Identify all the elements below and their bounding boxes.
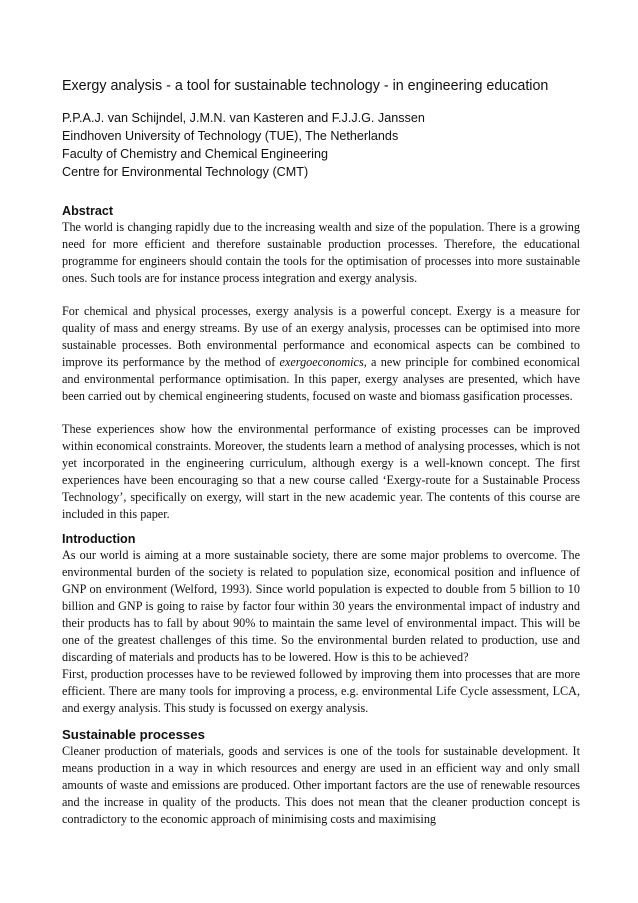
abstract-section <box>62 203 580 523</box>
author-block <box>62 109 425 181</box>
abstract-paragraph-1: The world is changing rapidly due to the increasing wealth and size of the population. There is a growing need for more efficient and therefore sustainable production processes. Therefore, the educational programme for engineers should contain the tools for the optimisation of processes into more sustainable ones. Such tools are for instance process integration and exergy analysis. <box>62 220 580 285</box>
introduction-section <box>62 531 580 717</box>
abstract-paragraph-2-end: , a new principle for combined economical and environmental performance optimisation. In this paper, exergy analyses are presented, which have been carried out by chemical engineering students, focused on waste and biomass gasification processes. <box>62 355 580 403</box>
author-university: Eindhoven University of Technology (TUE), The Netherlands <box>62 129 399 143</box>
abstract-paragraph-2-start: For chemical and physical processes, exergy analysis is a powerful concept. Exergy is a measure for quality of mass and energy streams. By use of an exergy analysis, processes can be optimised into more sustainable processes. Both environmental performance and economical aspects can be combined to improve its performance by the method of <box>62 304 580 369</box>
exergoeconomics-term: exergoeconomics <box>279 355 364 369</box>
author-names: P.P.A.J. van Schijndel, J.M.N. van Kasteren and F.J.J.G. Janssen <box>62 111 425 125</box>
author-centre: Centre for Environmental Technology (CMT) <box>62 165 309 179</box>
introduction-paragraph-2: First, production processes have to be reviewed followed by improving them into processes that are more efficient. There are many tools for improving a process, e.g. environmental Life Cycle assessment, LCA, and exergy analysis. This study is focussed on exergy analysis. <box>62 667 580 715</box>
sustainable-processes-heading: Sustainable processes <box>62 727 205 742</box>
author-faculty: Faculty of Chemistry and Chemical Engineering <box>62 147 328 161</box>
sustainable-processes-section <box>62 727 580 828</box>
sustainable-processes-paragraph-1: Cleaner production of materials, goods and services is one of the tools for sustainable development. It means production in a way in which resources and energy are used in an efficient way and only small amounts of waste and emissions are produced. Other important factors are the use of renewable resources and the increase in quality of the products. This does not mean that the cleaner production concept is contradictory to the economic approach of minimising costs and maximising <box>62 744 580 826</box>
paper-title: Exergy analysis - a tool for sustainable technology - in engineering education <box>62 78 549 94</box>
introduction-heading: Introduction <box>62 532 136 546</box>
introduction-paragraph-1: As our world is aiming at a more sustainable society, there are some major problems to overcome. The environmental burden of the society is related to population size, economical position and influence of GNP on environment (Welford, 1993). Since world population is expected to double from 5 billion to 10 billion and GNP is going to raise by factor four within 30 years the environmental impact of industry and their products has to fall by about 90% to maintain the same level of environmental impact. This will be one of the greatest challenges of this time. So the environmental burden related to production, use and discarding of materials and products has to be lowered. How is this to be achieved? <box>62 548 580 664</box>
abstract-heading: Abstract <box>62 204 114 218</box>
abstract-paragraph-3: These experiences show how the environmental performance of existing processes can be improved within economical constraints. Moreover, the students learn a method of analysing processes, which is not yet incorporated in the engineering curriculum, although exergy is a well-known concept. The first experiences have been encouraging so that a new course called ‘Exergy-route for a Sustainable Process Technology’, specifically on exergy, will start in the new academic year. The contents of this course are included in this paper. <box>62 422 580 521</box>
abstract-paragraph-2 <box>62 303 580 405</box>
